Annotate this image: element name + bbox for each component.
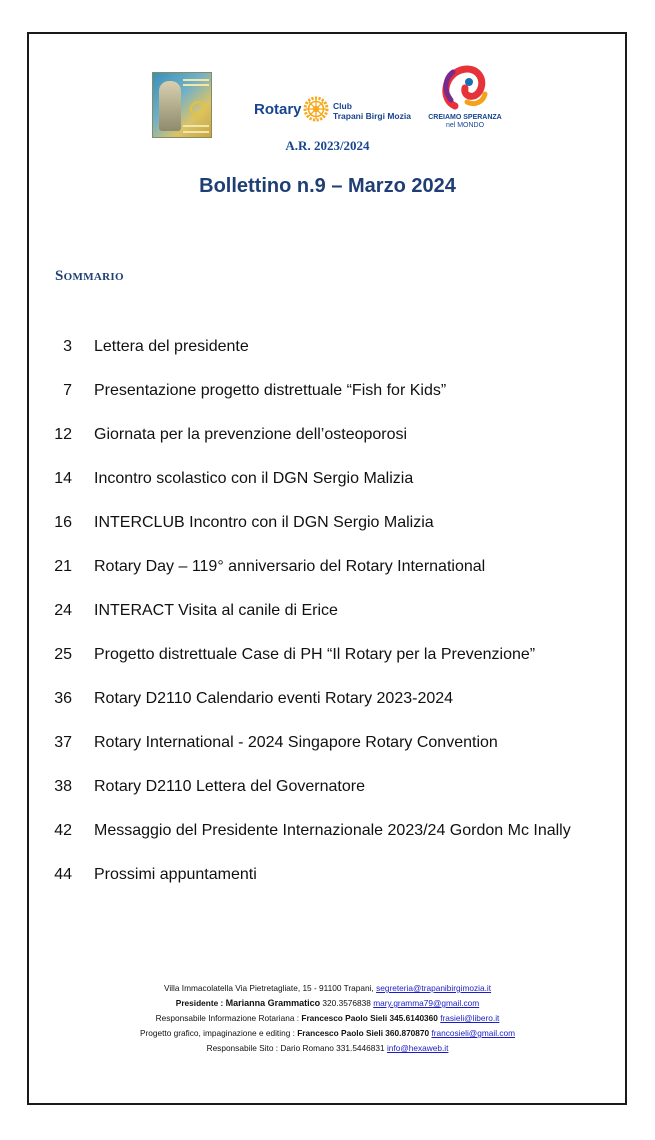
rotary-wordmark: Rotary — [254, 101, 302, 118]
toc-row — [0, 514, 655, 538]
club-name — [333, 101, 411, 121]
toc-page-number: 24 — [54, 602, 72, 619]
footer-info-line — [0, 1011, 655, 1026]
toc-entry-title: Progetto distrettuale Case di PH “Il Rotary per la Prevenzione” — [94, 646, 536, 663]
toc-entry-title: Incontro scolastico con il DGN Sergio Malizia — [94, 470, 414, 487]
address-text: Villa Immacolatella Via Pietretagliate, 15 - 91100 Trapani, — [163, 983, 377, 993]
toc-entry-title: Messaggio del Presidente Internazionale 2023/24 Gordon Mc Inally — [94, 822, 571, 839]
info-name: Francesco Paolo Sieli 345.6140360 — [301, 1013, 441, 1023]
toc-page-number: 37 — [54, 734, 72, 751]
club-anniversary-logo — [152, 72, 212, 138]
toc-row — [0, 866, 655, 890]
bulletin-title: Bollettino n.9 – Marzo 2024 — [199, 175, 456, 197]
toc-entry-title: Rotary D2110 Lettera del Governatore — [94, 778, 365, 795]
site-label: Responsabile Sito : Dario Romano 331.5446831 — [206, 1043, 387, 1053]
statue-image — [159, 81, 181, 131]
footer-address-line — [0, 981, 655, 996]
toc-row — [0, 470, 655, 494]
speranza-line-1: CREIAMO SPERANZA — [428, 114, 502, 121]
summary-heading — [55, 268, 124, 285]
creiamo-speranza-logo — [425, 62, 505, 134]
toc-page-number: 3 — [63, 338, 72, 355]
club-line-2: Trapani Birgi Mozia — [333, 111, 411, 121]
toc-page-number: 16 — [54, 514, 72, 531]
toc-page-number: 38 — [54, 778, 72, 795]
logo-decor-line — [183, 79, 209, 81]
speranza-tagline — [425, 114, 505, 130]
summary-heading-initial: S — [55, 268, 64, 284]
graphics-name: Francesco Paolo Sieli 360.870870 — [297, 1028, 432, 1038]
graphics-email-link[interactable]: francosieli@gmail.com — [431, 1028, 516, 1038]
summary-heading-rest: OMMARIO — [63, 271, 124, 283]
toc-entry-title: INTERCLUB Incontro con il DGN Sergio Malizia — [94, 514, 434, 531]
speranza-line-2: nel MONDO — [445, 122, 485, 129]
toc-row — [0, 822, 655, 846]
toc-row — [0, 734, 655, 758]
rotary-wheel-icon — [190, 101, 206, 117]
toc-entry-title: Presentazione progetto distrettuale “Fish for Kids” — [94, 382, 447, 399]
toc-page-number: 14 — [54, 470, 72, 487]
rotary-wheel-icon — [301, 94, 331, 124]
toc-page-number: 21 — [54, 558, 72, 575]
toc-page-number: 25 — [54, 646, 72, 663]
toc-page-number: 44 — [54, 866, 72, 883]
toc-row — [0, 426, 655, 450]
site-email-link[interactable]: info@hexaweb.it — [386, 1043, 449, 1053]
president-name: Marianna Grammatico — [225, 998, 321, 1008]
president-email-link[interactable]: mary.gramma79@gmail.com — [373, 998, 480, 1008]
logo-decor-line — [183, 84, 209, 86]
logo-decor-line — [183, 131, 209, 133]
club-line-1: Club — [333, 101, 352, 111]
toc-entry-title: Rotary Day – 119° anniversario del Rotary International — [94, 558, 486, 575]
president-label: Presidente : — [175, 998, 226, 1008]
info-label: Responsabile Informazione Rotariana : — [155, 1013, 302, 1023]
toc-entry-title: Rotary International - 2024 Singapore Rotary Convention — [94, 734, 498, 751]
footer-contacts — [0, 981, 655, 1056]
toc-row — [0, 602, 655, 626]
graphics-label: Progetto grafico, impaginazione e editing : — [139, 1028, 298, 1038]
toc-entry-title: Giornata per la prevenzione dell’osteoporosi — [94, 426, 408, 443]
logo-decor-line — [183, 125, 209, 127]
toc-row — [0, 778, 655, 802]
toc-entry-title: Rotary D2110 Calendario eventi Rotary 2023-2024 — [94, 690, 454, 707]
footer-site-line — [0, 1041, 655, 1056]
secretary-email-link[interactable]: segreteria@trapanibirgimozia.it — [376, 983, 492, 993]
toc-entry-title: Prossimi appuntamenti — [94, 866, 257, 883]
rotary-year: A.R. 2023/2024 — [285, 138, 370, 153]
toc-row — [0, 558, 655, 582]
info-email-link[interactable]: frasieli@libero.it — [440, 1013, 500, 1023]
toc-page-number: 12 — [54, 426, 72, 443]
toc-entry-title: INTERACT Visita al canile di Erice — [94, 602, 338, 619]
toc-row — [0, 690, 655, 714]
footer-graphics-line — [0, 1026, 655, 1041]
toc-page-number: 7 — [63, 382, 72, 399]
president-phone: 320.3576838 — [320, 998, 374, 1008]
toc-row — [0, 338, 655, 362]
toc-row — [0, 646, 655, 670]
toc-row — [0, 382, 655, 406]
speranza-emblem-icon — [425, 62, 505, 114]
toc-page-number: 42 — [54, 822, 72, 839]
toc-entry-title: Lettera del presidente — [94, 338, 249, 355]
footer-president-line — [0, 996, 655, 1011]
toc-page-number: 36 — [54, 690, 72, 707]
